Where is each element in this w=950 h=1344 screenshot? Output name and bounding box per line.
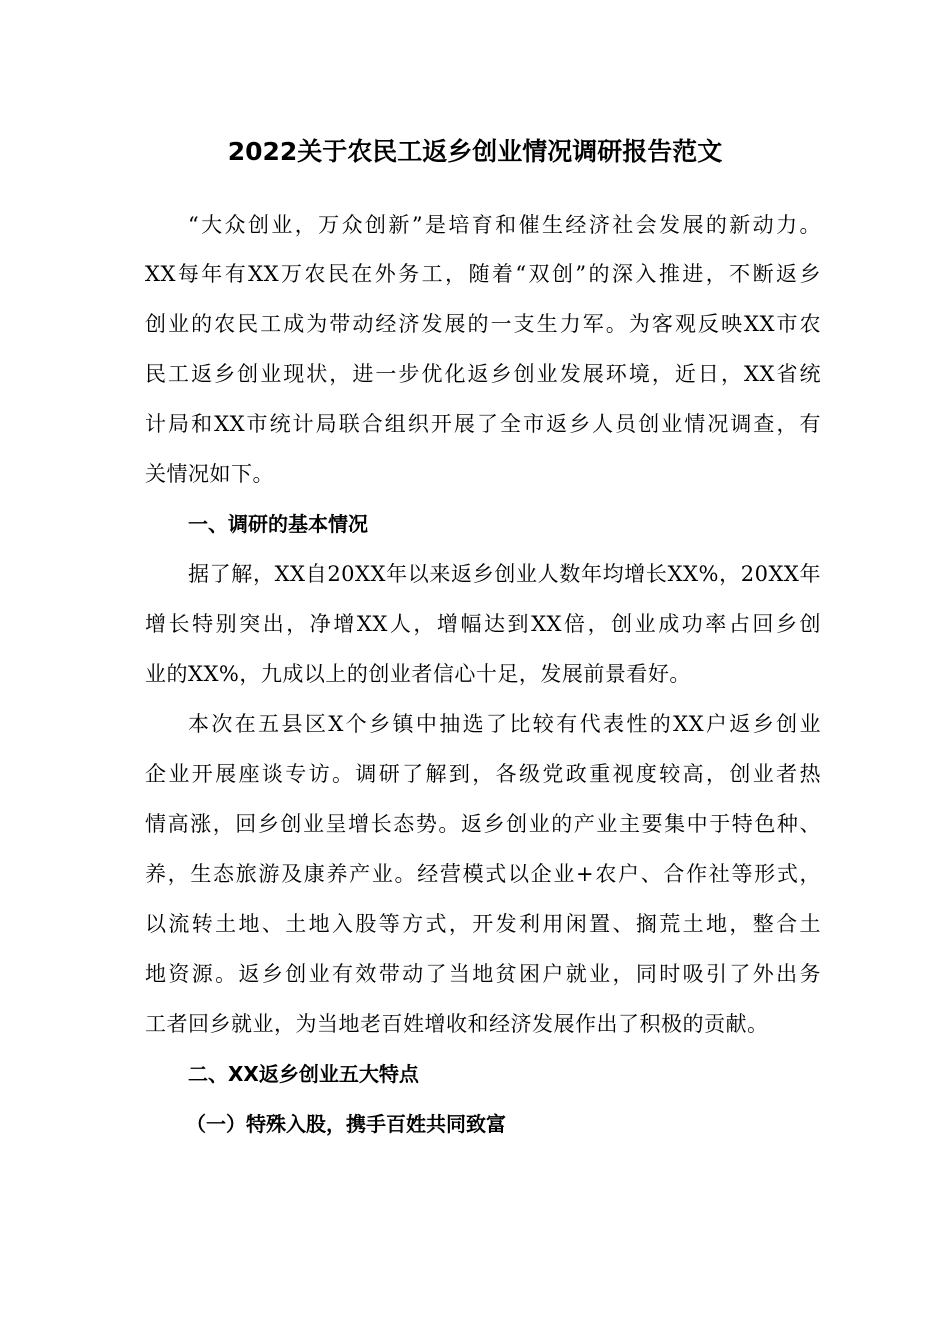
section1-para1-line-1: 据了解，XX自20XX年以来返乡创业人数年均增长XX%，20XX年 — [188, 562, 821, 586]
section2-heading: 二、XX返乡创业五大特点 — [188, 1062, 419, 1086]
document-title: 2022关于农民工返乡创业情况调研报告范文 — [227, 137, 723, 166]
intro-line-4: 民工返乡创业现状，进一步优化返乡创业发展环境，近日，XX省统 — [145, 362, 821, 386]
section1-para2-line-3: 情高涨，回乡创业呈增长态势。返乡创业的产业主要集中于特色种、 — [145, 812, 821, 836]
intro-line-2: XX每年有XX万农民在外务工，随着“双创”的深入推进，不断返乡 — [145, 262, 821, 286]
section1-para2-line-5: 以流转土地、土地入股等方式，开发利用闲置、搁荒土地，整合土 — [145, 912, 821, 936]
section1-para2-line-6: 地资源。返乡创业有效带动了当地贫困户就业，同时吸引了外出务 — [145, 962, 821, 986]
section1-para1-line-2: 增长特别突出，净增XX人，增幅达到XX倍，创业成功率占回乡创 — [145, 612, 821, 636]
section1-para2-line-7: 工者回乡就业，为当地老百姓增收和经济发展作出了积极的贡献。 — [145, 1012, 769, 1036]
intro-line-5: 计局和XX市统计局联合组织开展了全市返乡人员创业情况调查，有 — [145, 412, 821, 436]
section1-para1-line-3: 业的XX%，九成以上的创业者信心十足，发展前景看好。 — [145, 662, 691, 686]
section1-para2-line-2: 企业开展座谈专访。调研了解到，各级党政重视度较高，创业者热 — [145, 762, 821, 786]
section1-heading: 一、调研的基本情况 — [188, 512, 368, 536]
intro-line-1: “大众创业，万众创新”是培育和催生经济社会发展的新动力。 — [188, 213, 821, 237]
intro-line-3: 创业的农民工成为带动经济发展的一支生力军。为客观反映XX市农 — [145, 312, 821, 336]
section1-para2-line-4: 养，生态旅游及康养产业。经营模式以企业+农户、合作社等形式， — [145, 862, 821, 886]
intro-line-6: 关情况如下。 — [145, 462, 274, 486]
section2-subheading-1: （一）特殊入股，携手百姓共同致富 — [186, 1112, 506, 1136]
section1-para2-line-1: 本次在五县区X个乡镇中抽选了比较有代表性的XX户返乡创业 — [188, 712, 821, 736]
